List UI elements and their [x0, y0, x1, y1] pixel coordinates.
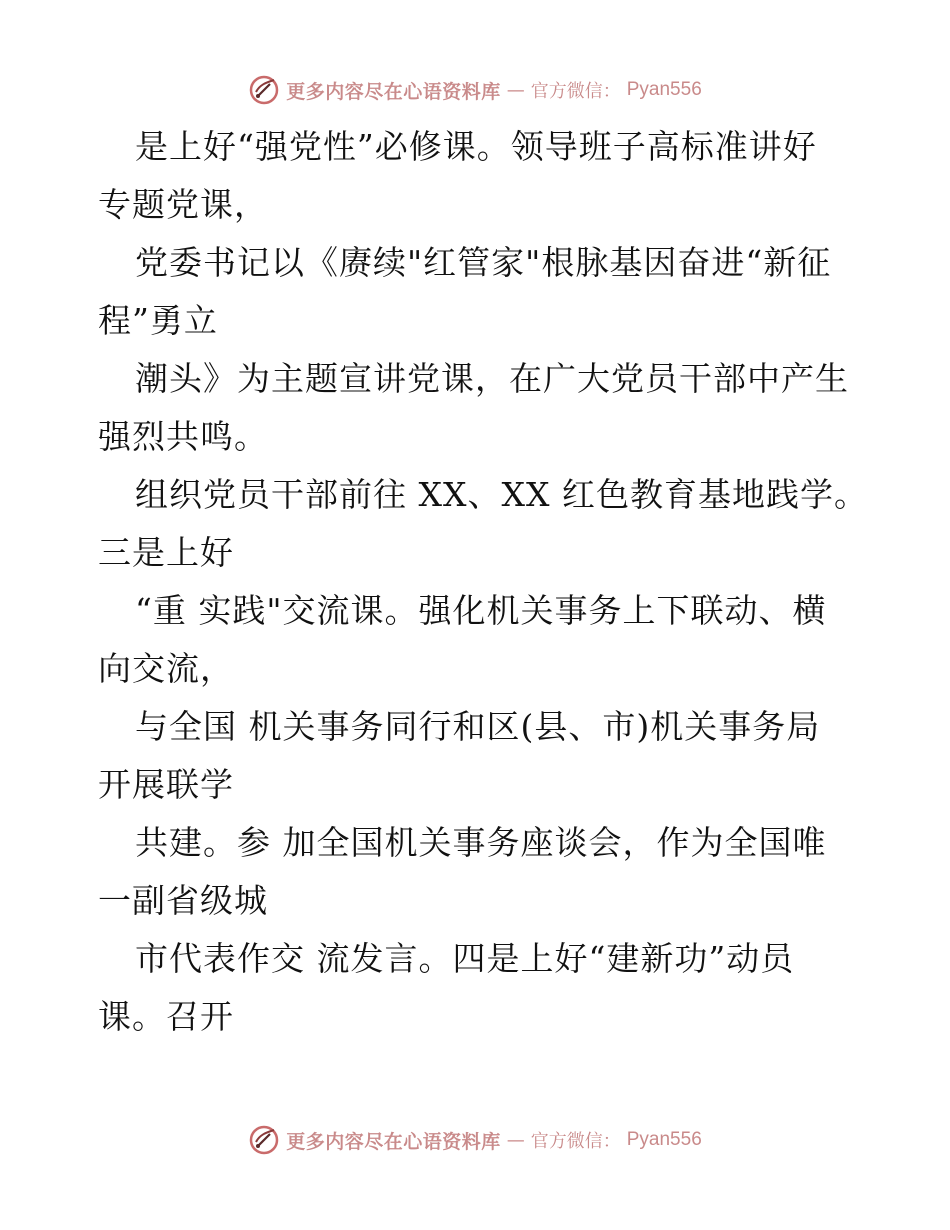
- paragraph: 共建。参 加全国机关事务座谈会，作为全国唯 一副省级城: [98, 823, 827, 920]
- quill-logo-icon: [248, 74, 280, 106]
- header-watermark: [0, 70, 950, 110]
- paragraph: 潮头》为主题宣讲党课，在广大党员干部中产生 强烈共鸣。: [98, 359, 849, 456]
- watermark-separator: —: [506, 1129, 525, 1151]
- paragraph: 与全国 机关事务同行和区(县、市)机关事务局 开展联学: [98, 707, 821, 804]
- paragraph: 市代表作交 流发言。四是上好“建新功”动员 课。召开: [98, 939, 795, 1036]
- paragraph: “重 实践"交流课。强化机关事务上下联动、横 向交流，: [98, 591, 827, 688]
- paragraph: 是上好“强党性”必修课。领导班子高标准讲好 专题党课，: [98, 127, 817, 224]
- watermark-wechat-id: Pyan556: [626, 79, 702, 100]
- watermark-wechat-id: Pyan556: [626, 1129, 702, 1150]
- watermark-wechat-label: 官方微信：: [530, 81, 621, 102]
- watermark-wechat-label: 官方微信：: [530, 1131, 621, 1152]
- paragraph: 组织党员干部前往 XX、XX 红色教育基地践学。 三是上好: [98, 475, 868, 572]
- paragraph: 党委书记以《赓续"红管家"根脉基因奋进“新征 程”勇立: [98, 243, 832, 340]
- watermark-separator: —: [506, 79, 525, 101]
- document-body: [98, 118, 868, 1046]
- footer-watermark: [0, 1120, 950, 1160]
- watermark-brand-text: 更多内容尽在心语资料库: [286, 1130, 501, 1153]
- watermark-brand-text: 更多内容尽在心语资料库: [286, 80, 501, 103]
- quill-logo-icon: [248, 1124, 280, 1156]
